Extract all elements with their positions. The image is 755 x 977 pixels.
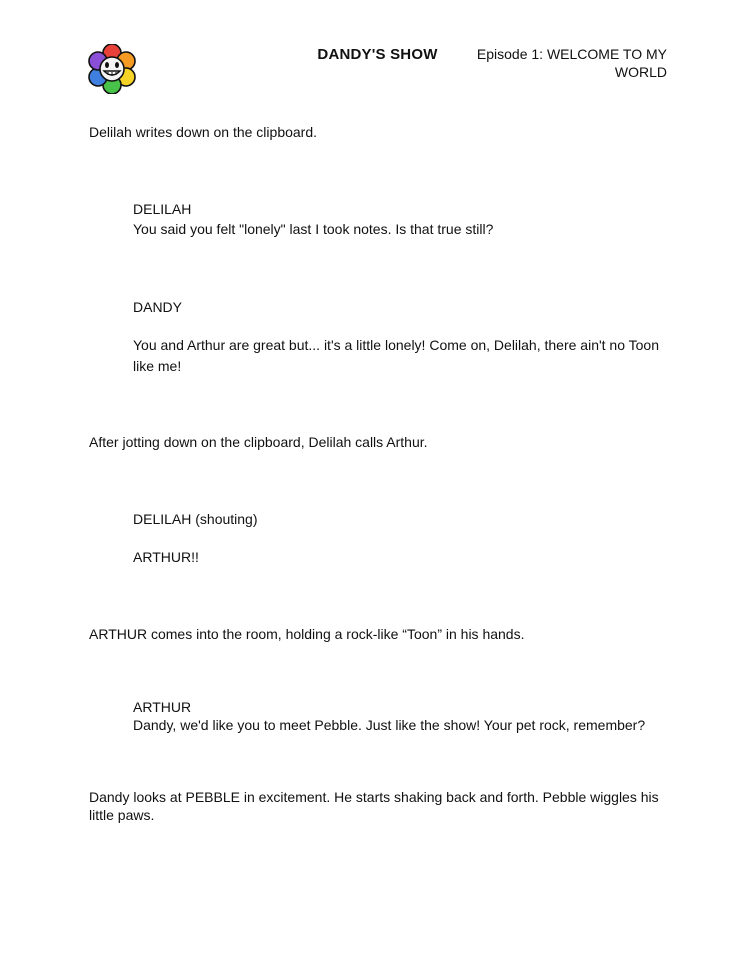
dialogue-line: ARTHUR!! — [133, 549, 199, 565]
dialogue-line: You and Arthur are great but... it's a little lonely! Come on, Delilah, there ain't no Toon like me! — [133, 337, 659, 374]
show-title: DANDY'S SHOW — [317, 46, 438, 63]
dialogue-line: Dandy, we'd like you to meet Pebble. Just like the show! Your pet rock, remember? — [133, 717, 646, 733]
dandy-flower-logo-icon — [87, 44, 137, 94]
character-name: ARTHUR — [133, 699, 192, 715]
character-name: DELILAH — [133, 201, 192, 217]
character-name: DANDY — [133, 299, 183, 315]
dialogue-line: You said you felt "lonely" last I took notes. Is that true still? — [133, 221, 494, 237]
action-line: ARTHUR comes into the room, holding a rock-like “Toon” in his hands. — [89, 626, 525, 642]
episode-title: Episode 1: WELCOME TO MY WORLD — [476, 46, 667, 80]
action-line: After jotting down on the clipboard, Delilah calls Arthur. — [89, 434, 428, 450]
action-line: Delilah writes down on the clipboard. — [89, 124, 318, 140]
action-line: Dandy looks at PEBBLE in excitement. He starts shaking back and forth. Pebble wiggles his little paws. — [89, 789, 659, 823]
character-name: DELILAH (shouting) — [133, 511, 258, 527]
